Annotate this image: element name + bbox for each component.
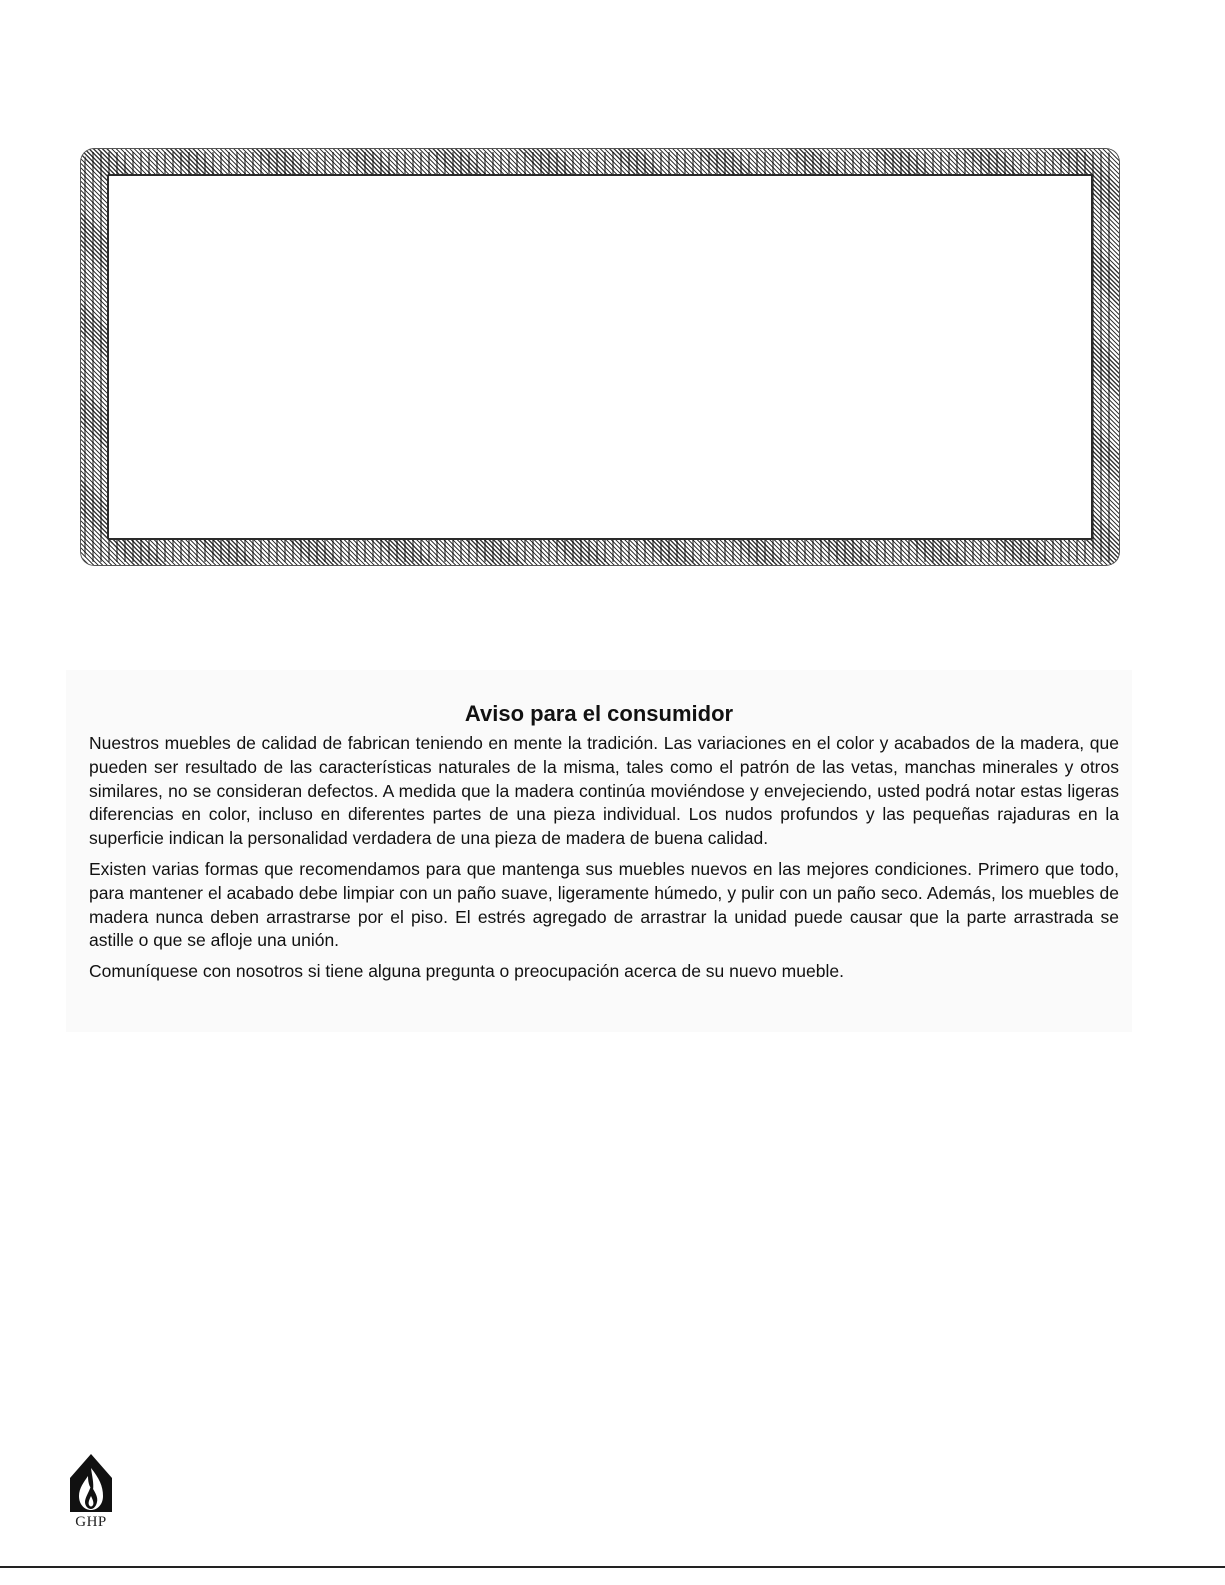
notice-paragraph: Comuníquese con nosotros si tiene alguna pregunta o preocupación acerca de su nuevo mueble. [89,961,844,982]
notice-title: Aviso para el consumidor [464,701,734,726]
consumer-notice [66,670,1132,1032]
logo-text: GHP [75,1514,107,1530]
notice-paragraph: Nuestros muebles de calidad de fabrican teniendo en mente la tradición. Las variaciones en el color y acabados de la madera, que pueden ser resultado de las características naturales de la misma, tales como el patrón de las vetas, manchas minerales y otros similares, no se consideran defectos. A medida que la madera continúa moviéndose y envejeciendo, usted podrá notar estas ligeras diferencias en color, incluso en diferentes partes de una pieza individual. Los nudos profundos y las pequeñas rajaduras en la superficie indican la personalidad verdadera de una pieza de madera de buena calidad. [89,733,1119,849]
notice-body [89,732,1119,991]
certificate-blank-area [107,174,1093,540]
certificate-border [80,148,1120,566]
notice-paragraph: Existen varias formas que recomendamos para que mantenga sus muebles nuevos en las mejores condiciones. Primero que todo, para mantener el acabado debe limpiar con un paño suave, ligeramente húmedo, y pulir con un paño seco. Además, los muebles de madera nunca deben arrastrarse por el piso. El estrés agregado de arrastrar la unidad puede causar que la parte arrastrada se astille o que se afloje una unión. [89,858,1119,951]
bottom-rule [0,1566,1225,1568]
